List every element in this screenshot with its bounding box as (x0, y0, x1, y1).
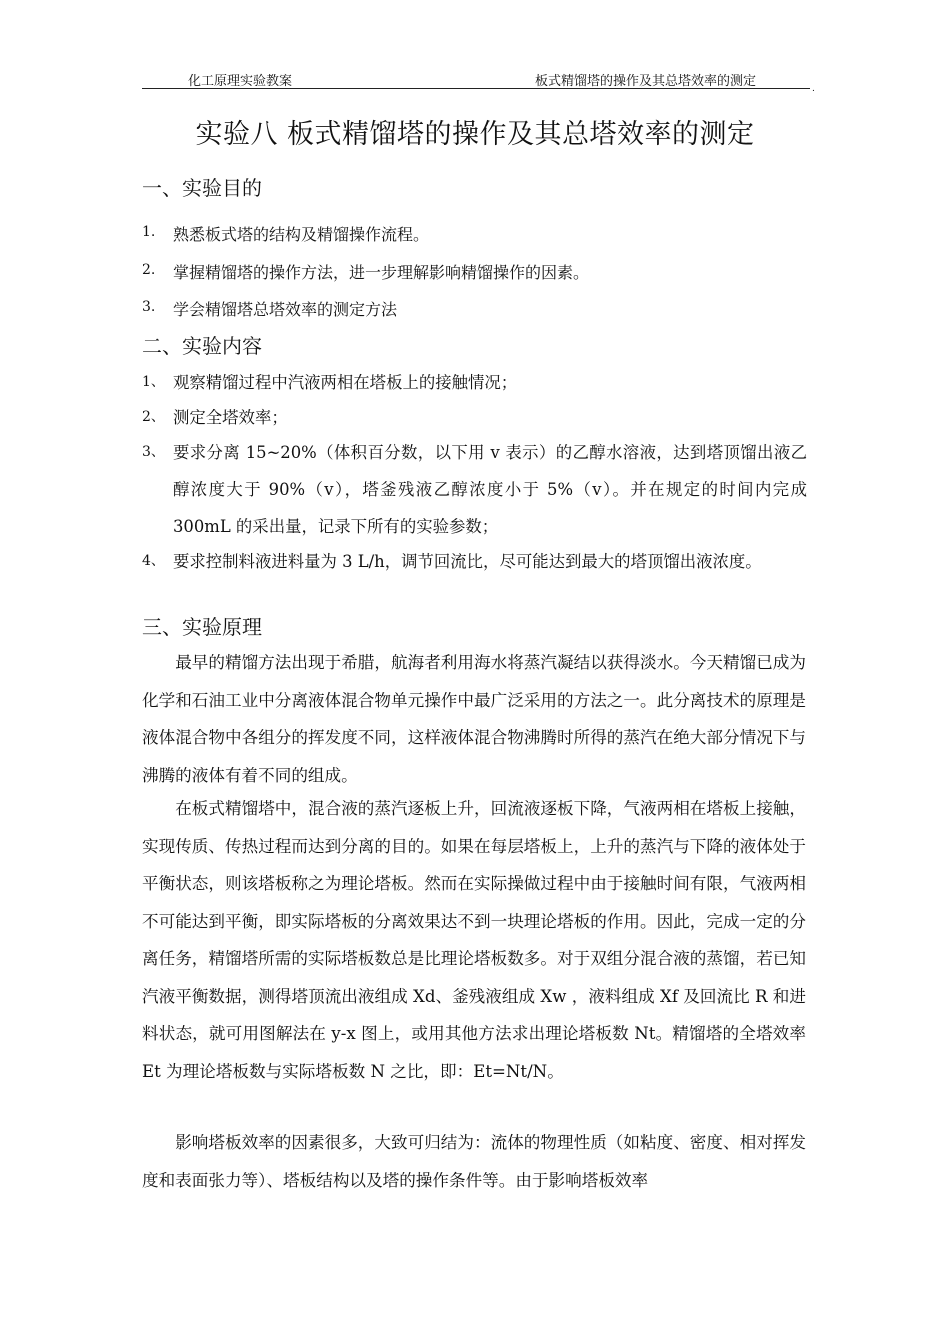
list-item-text: 熟悉板式塔的结构及精馏操作流程。 (173, 225, 430, 244)
list-item-number: 1. (142, 224, 156, 240)
header-chapter-name: 板式精馏塔的操作及其总塔效率的测定 (534, 74, 756, 89)
page-title: 实验八 板式精馏塔的操作及其总塔效率的测定 (195, 119, 755, 150)
list-item-text: 要求分离 15~20%（体积百分数，以下用 v 表示）的乙醇水溶液，达到塔顶馏出液乙醇浓度大于 90%（v），塔釜残液乙醇浓度小于 5%（v）。并在规定的时间内完成 300mL 的采出量，记录下所有的实验参数； (173, 443, 807, 536)
section-heading-principle: 三、实验原理 (142, 615, 262, 639)
header-divider (142, 88, 810, 89)
header-mark: . (812, 84, 815, 94)
list-item-number: 4、 (142, 553, 165, 569)
list-item-text: 掌握精馏塔的操作方法，进一步理解影响精馏操作的因素。 (173, 263, 590, 282)
list-item-text: 要求控制料液进料量为 3 L/h，调节回流比，尽可能达到最大的塔顶馏出液浓度。 (173, 552, 762, 571)
paragraph: 在板式精馏塔中，混合液的蒸汽逐板上升，回流液逐板下降，气液两相在塔板上接触，实现传质、传热过程而达到分离的目的。如果在每层塔板上，上升的蒸汽与下降的液体处于平衡状态，则该塔板称之为理论塔板。然而在实际操做过程中由于接触时间有限，气液两相不可能达到平衡，即实际塔板的分离效果达不到一块理论塔板的作用。因此，完成一定的分离任务，精馏塔所需的实际塔板数总是比理论塔板数多。对于双组分混合液的蒸馏，若已知汽液平衡数据，测得塔顶流出液组成 Xd、釜残液组成 Xw ，液料组成 Xf 及回流比 R 和进料状态，就可用图解法在 y-x 图上，或用其他方法求出理论塔板数 Nt。精馏塔的全塔效率 Et 为理论塔板数与实际塔板数 N 之比，即：Et=Nt/N。 (142, 799, 806, 1081)
section-heading-purpose: 一、实验目的 (142, 176, 262, 200)
header-course-name: 化工原理实验教案 (188, 74, 293, 89)
list-item-number: 3. (142, 299, 156, 315)
list-item-text: 测定全塔效率； (173, 408, 288, 427)
list-item-number: 2. (142, 262, 156, 278)
list-item-text: 观察精馏过程中汽液两相在塔板上的接触情况； (173, 373, 518, 392)
list-item-number: 3、 (142, 444, 165, 460)
list-item-number: 2、 (142, 409, 165, 425)
list-item-number: 1、 (142, 374, 165, 390)
paragraph: 最早的精馏方法出现于希腊，航海者利用海水将蒸汽凝结以获得淡水。今天精馏已成为化学和石油工业中分离液体混合物单元操作中最广泛采用的方法之一。此分离技术的原理是液体混合物中各组分的挥发度不同，这样液体混合物沸腾时所得的蒸汽在绝大部分情况下与沸腾的液体有着不同的组成。 (142, 653, 806, 785)
list-item-text: 学会精馏塔总塔效率的测定方法 (173, 300, 398, 319)
paragraph: 影响塔板效率的因素很多，大致可归结为：流体的物理性质（如粘度、密度、相对挥发度和表面张力等）、塔板结构以及塔的操作条件等。由于影响塔板效率 (142, 1133, 806, 1190)
section-heading-content: 二、实验内容 (142, 334, 262, 358)
